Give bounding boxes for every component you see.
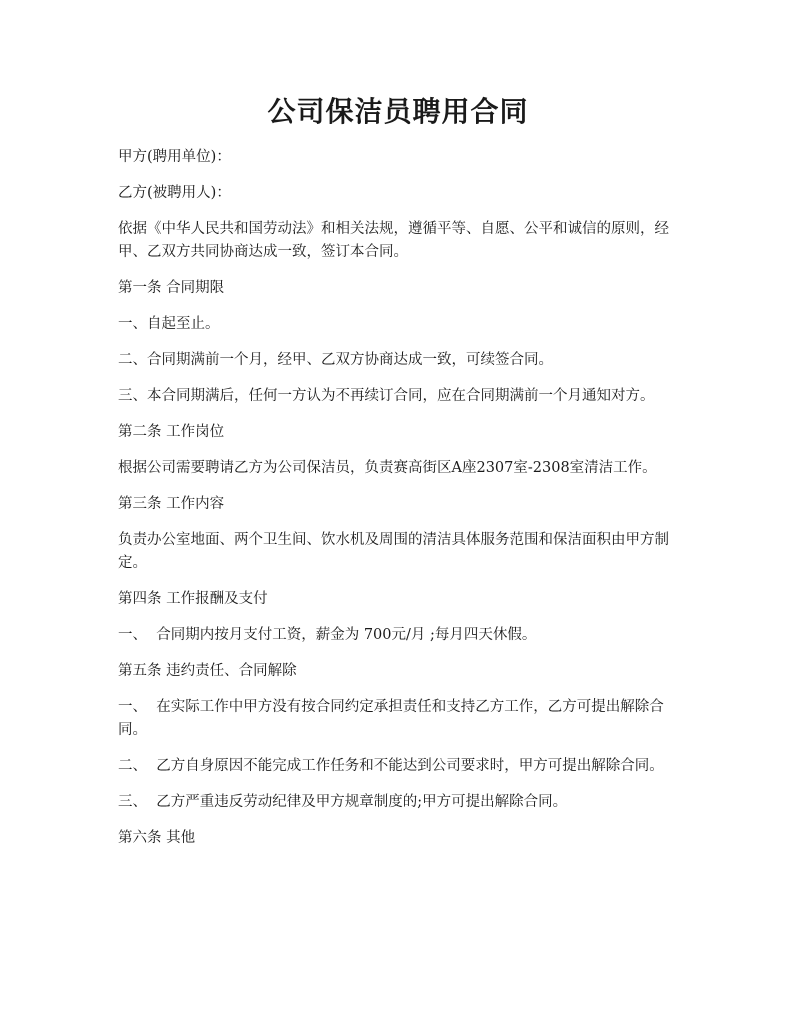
article-5-clause-2: 二、 乙方自身原因不能完成工作任务和不能达到公司要求时，甲方可提出解除合同。 bbox=[118, 758, 664, 774]
article-5-clause-1: 一、 在实际工作中甲方没有按合同约定承担责任和支持乙方工作，乙方可提出解除合同。 bbox=[118, 699, 664, 738]
article-1-heading: 第一条 合同期限 bbox=[118, 280, 225, 296]
preamble-paragraph: 依据《中华人民共和国劳动法》和相关法规，遵循平等、自愿、公平和诚信的原则，经甲、乙双方共同协商达成一致，签订本合同。 bbox=[118, 221, 669, 260]
document-body bbox=[118, 146, 684, 863]
article-4-heading: 第四条 工作报酬及支付 bbox=[118, 591, 268, 607]
article-5-heading: 第五条 违约责任、合同解除 bbox=[118, 663, 297, 679]
article-4-clause-1: 一、 合同期内按月支付工资，薪金为 700元/月 ;每月四天休假。 bbox=[118, 627, 537, 643]
page-title: 公司保洁员聘用合同 bbox=[267, 95, 529, 128]
article-3-heading: 第三条 工作内容 bbox=[118, 496, 225, 512]
article-1-clause-2: 二、合同期满前一个月，经甲、乙双方协商达成一致，可续签合同。 bbox=[118, 352, 553, 368]
article-2-heading: 第二条 工作岗位 bbox=[118, 424, 225, 440]
article-2-body: 根据公司需要聘请乙方为公司保洁员，负责赛高街区A座2307室-2308室清洁工作。 bbox=[118, 460, 657, 476]
party-b-line: 乙方(被聘用人)： bbox=[118, 185, 231, 201]
article-6-heading: 第六条 其他 bbox=[118, 830, 196, 846]
article-1-clause-1: 一、自起至止。 bbox=[118, 316, 220, 332]
article-5-clause-3: 三、 乙方严重违反劳动纪律及甲方规章制度的;甲方可提出解除合同。 bbox=[118, 794, 568, 810]
article-1-clause-3: 三、本合同期满后，任何一方认为不再续订合同，应在合同期满前一个月通知对方。 bbox=[118, 388, 655, 404]
party-a-line: 甲方(聘用单位)： bbox=[118, 149, 231, 165]
article-3-body: 负责办公室地面、两个卫生间、饮水机及周围的清洁具体服务范围和保洁面积由甲方制定。 bbox=[118, 532, 669, 571]
